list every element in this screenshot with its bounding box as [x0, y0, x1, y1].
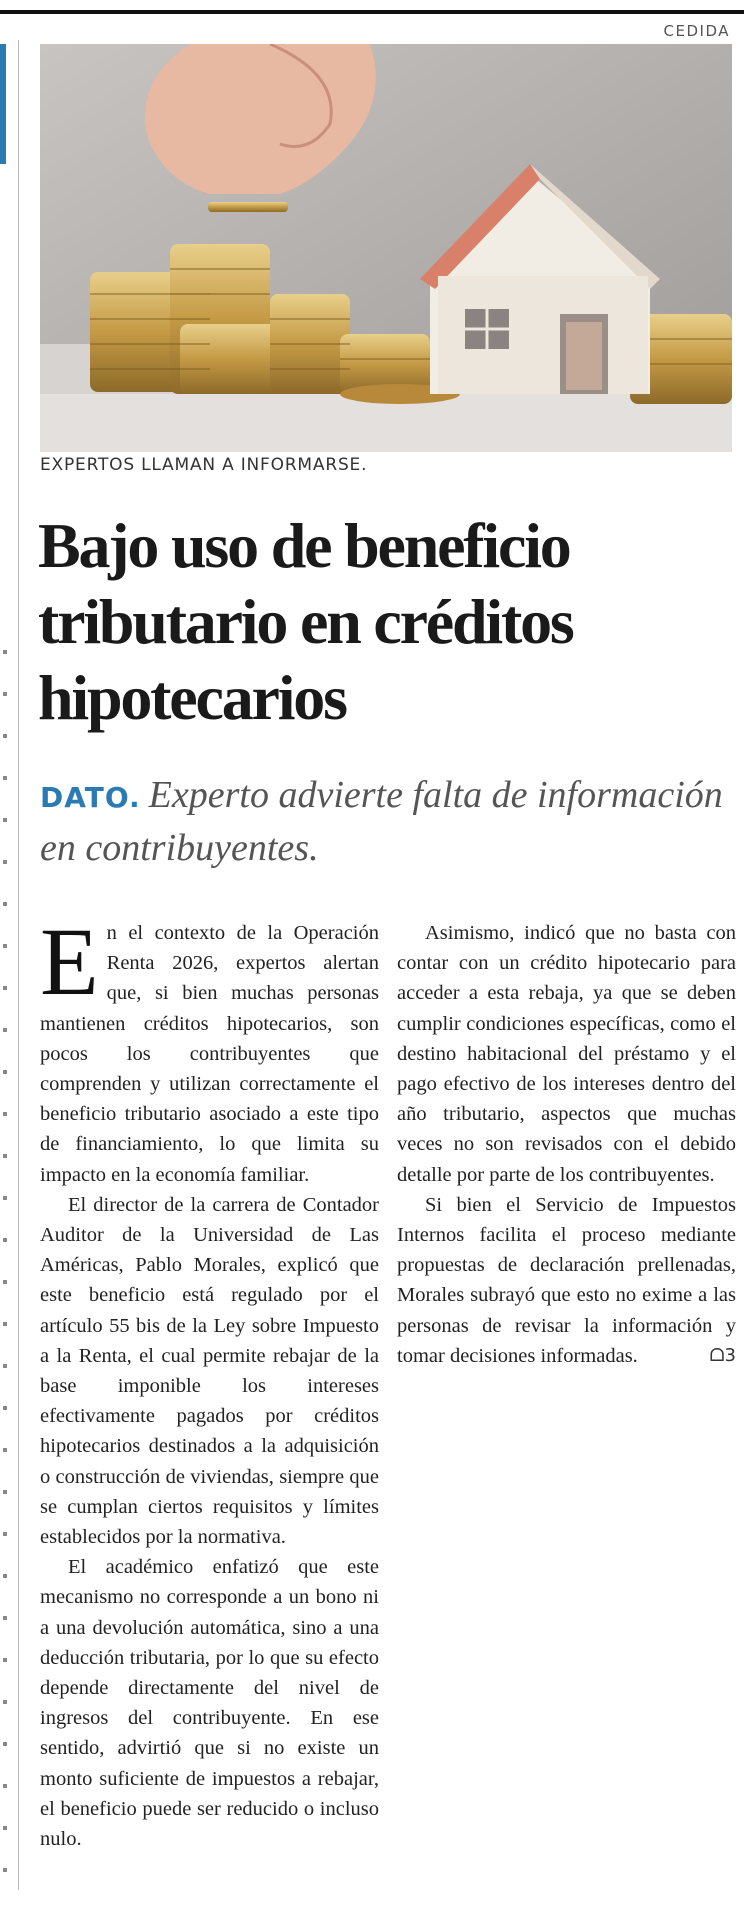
column-rule [18, 40, 19, 1890]
drop-cap: E [40, 908, 99, 1015]
margin-dots [3, 650, 8, 1880]
section-tab [0, 44, 6, 164]
paragraph-3: El académico enfatizó que este mecanismo no corresponde a un bono ni a una devolución automática, sino a una deducción tributaria, por lo que su efecto depende directamente del nivel de ingresos del contribuyente. En ese sentido, advirtió que si no existe un monto suficiente de impuestos a rebajar, el beneficio puede ser reducido o incluso nulo. [40, 1556, 379, 1851]
article-photo [40, 44, 732, 452]
paragraph-5: Si bien el Servicio de Impuestos Internos facilita el proceso mediante propuestas de declaración prellenadas, Morales subrayó que esto no exime a las personas de revisar la información y tomar decisiones informadas. ᗝ3 [397, 1190, 736, 1371]
paragraph-2: El director de la carrera de Contador Auditor de la Universidad de Las Américas, Pablo Morales, explicó que este beneficio está regulado por el artículo 55 bis de la Ley sobre Impuesto a la Renta, el cual permite rebajar de la base imponible los intereses efectivamente pagados por créditos hipotecarios destinados a la adquisición o construcción de viviendas, siempre que se cumplan ciertos requisitos y límites establecidos por la normativa. [40, 1193, 379, 1549]
article-body [40, 908, 736, 1898]
lede-text: Experto advierte falta de información en contribuyentes. [40, 774, 723, 869]
paragraph-4: Asimismo, indicó que no basta con contar con un crédito hipotecario para acceder a esta rebaja, ya que se deben cumplir condiciones específicas, como el destino habitacional del préstamo y el pago efectivo de los intereses dentro del año tributario, aspectos que muchas veces no son revisados con el debido detalle por parte de los contribuyentes. [397, 922, 736, 1186]
photo-credit: CEDIDA [663, 22, 730, 40]
top-rule [0, 10, 744, 14]
coins-house-illustration [40, 44, 732, 452]
lede-kicker: DATO. [40, 781, 141, 814]
end-mark: ᗝ3 [709, 1344, 736, 1366]
photo-caption: EXPERTOS LLAMAN A INFORMARSE. [40, 455, 368, 475]
paragraph-1: En el contexto de la Operación Renta 2026, expertos alertan que, si bien muchas personas mantienen créditos hipotecarios, son pocos los contribuyentes que comprenden y utilizan correctamente el beneficio tributario asociado a este tipo de financiamiento, lo que limita su impacto en la economía familiar. [40, 908, 379, 1186]
lede [40, 770, 740, 873]
headline: Bajo uso de beneficio tributario en créditos hipotecarios [38, 510, 573, 733]
